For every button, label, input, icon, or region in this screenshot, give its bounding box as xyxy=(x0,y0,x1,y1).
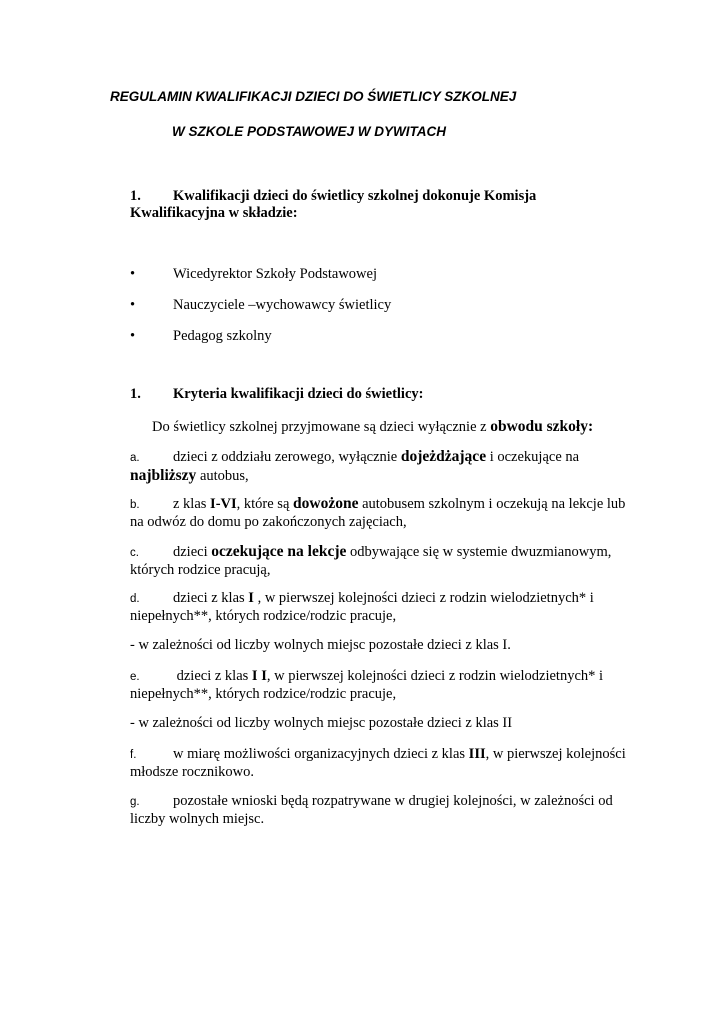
section1-heading: 1. Kwalifikacji dzieci do świetlicy szkolnej dokonuje Komisja Kwalifikacyjna w składzie: xyxy=(130,188,537,221)
item-e-note: - w zależności od liczby wolnych miejsc pozostałe dzieci z klas II xyxy=(130,715,513,731)
section2-heading: 1. Kryteria kwalifikacji dzieci do świetlicy: xyxy=(130,386,424,402)
document-title-line1: REGULAMIN KWALIFIKACJI DZIECI DO ŚWIETLICY SZKOLNEJ xyxy=(110,89,517,104)
item-g: g. pozostałe wnioski będą rozpatrywane w drugiej kolejności, w zależności od liczby wolnych miejsc. xyxy=(130,793,613,827)
list-item: • Pedagog szkolny xyxy=(130,328,272,344)
section1-number: 1. xyxy=(130,188,141,204)
section2-intro: Do świetlicy szkolnej przyjmowane są dzieci wyłącznie z obwodu szkoły: xyxy=(152,418,594,435)
document-title-line2: W SZKOLE PODSTAWOWEJ W DYWITACH xyxy=(172,124,446,139)
item-f: f. w miarę możliwości organizacyjnych dzieci z klas III, w pierwszej kolejności młodsze rocznikowo. xyxy=(130,746,626,780)
item-d: d. dzieci z klas I , w pierwszej kolejności dzieci z rodzin wielodzietnych* i niepełnych**, których rodzice/rodzic pracuje, xyxy=(130,590,594,624)
bullet-icon: • xyxy=(130,297,136,313)
list-item: • Wicedyrektor Szkoły Podstawowej xyxy=(130,266,377,282)
section2-number: 1. xyxy=(130,386,141,402)
item-a: a. dzieci z oddziału zerowego, wyłącznie dojeżdżające i oczekujące na najbliższy autobus, xyxy=(130,448,580,484)
item-b: b. z klas I-VI, które są dowożone autobusem szkolnym i oczekują na lekcje lub na odwóz do domu po zakończonych zajęciach, xyxy=(130,495,626,530)
bullet-icon: • xyxy=(130,328,136,344)
item-c: c. dzieci oczekujące na lekcje odbywające się w systemie dwuzmianowym, których rodzice pracują, xyxy=(130,543,612,578)
list-item: • Nauczyciele –wychowawcy świetlicy xyxy=(130,297,392,313)
bullet-icon: • xyxy=(130,266,136,282)
item-e: e. dzieci z klas I I, w pierwszej kolejności dzieci z rodzin wielodzietnych* i niepełnych**, których rodzice/rodzic pracuje, xyxy=(130,668,604,702)
item-d-note: - w zależności od liczby wolnych miejsc pozostałe dzieci z klas I. xyxy=(130,637,511,653)
